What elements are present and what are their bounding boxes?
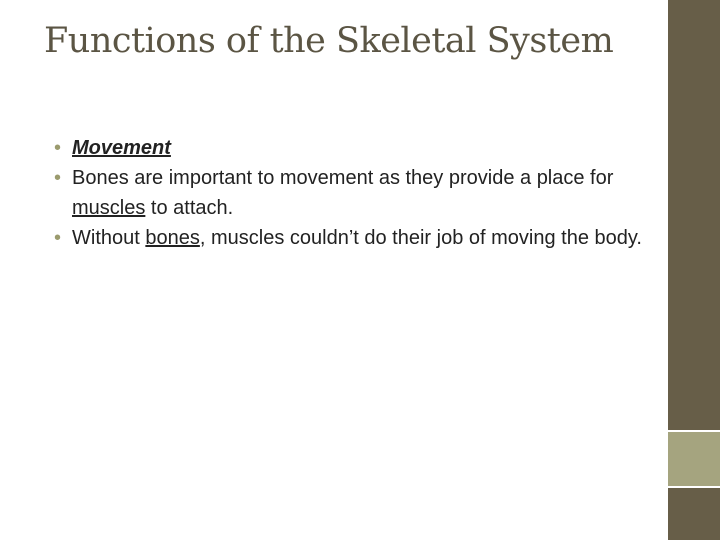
bullet-text: , muscles couldn’t do their job of moving the body.: [199, 227, 642, 249]
decorative-side-bar: [665, 0, 720, 540]
bullet-dot-icon: •: [54, 167, 62, 189]
bullet-text: to attach.: [145, 197, 234, 219]
bullet-dot-icon: •: [54, 227, 62, 249]
bullet-list: [54, 133, 644, 253]
bullet-text: Without: [72, 227, 146, 249]
side-bar-bottom-segment: [668, 488, 720, 540]
side-bar-accent-segment: [668, 432, 720, 486]
bullet-text: Bones are important to movement as they provide a place for: [72, 167, 614, 189]
underlined-term-bones: bones: [145, 227, 200, 249]
bullet-item-bones-movement: [54, 163, 644, 223]
side-bar-top-segment: [668, 0, 720, 430]
bullet-item-movement: [54, 133, 644, 163]
bullet-item-without-bones: [54, 223, 644, 253]
underlined-term-muscles: muscles: [72, 197, 146, 219]
slide-title: Functions of the Skeletal System: [44, 21, 614, 61]
bullet-heading-movement: Movement: [72, 137, 171, 159]
bullet-dot-icon: •: [54, 137, 62, 159]
